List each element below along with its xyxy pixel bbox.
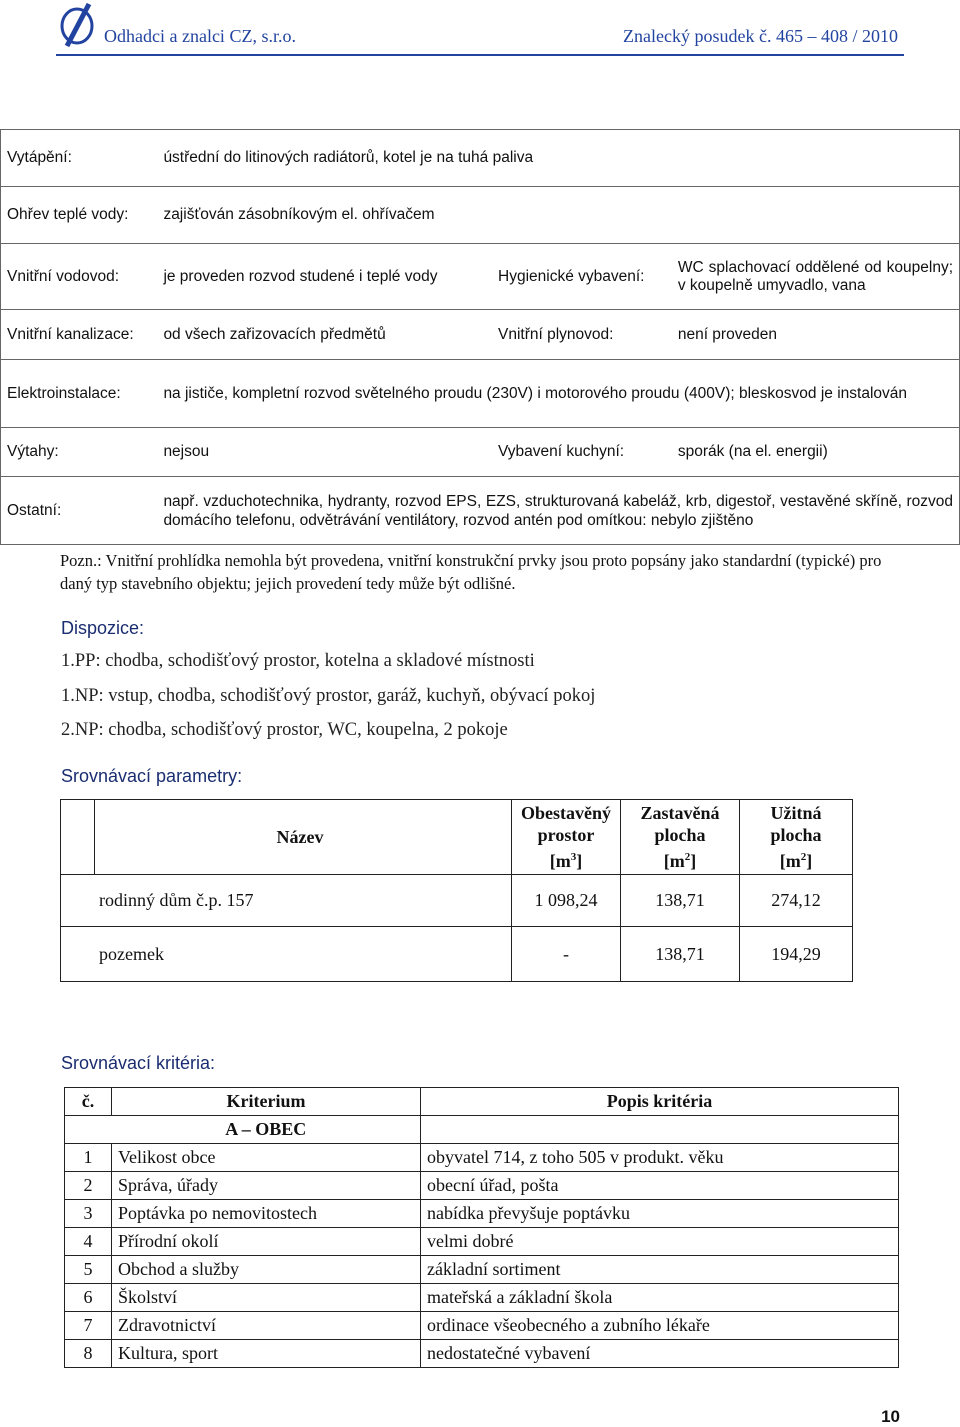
table-row [1,428,960,477]
usable-unit: m [785,851,801,871]
header-cell: č. [65,1088,112,1116]
parameters-title: Srovnávací parametry: [61,766,243,786]
elektro-value: na jističe, kompletní rozvod světelného proudu (230V) i motorového proudu (400V); bleskosvod je instalován [157,360,959,428]
header-cell: Kriterium [112,1088,421,1116]
row-builtup: 138,71 [621,875,740,927]
parameters-table [60,799,853,982]
elektro-label: Elektroinstalace: [1,360,158,428]
kuchyn-label: Vybavení kuchyní: [492,428,672,477]
volume-unit: m [555,851,571,871]
row-description: velmi dobré [421,1228,899,1256]
table-row [65,1228,899,1256]
row-description: nabídka převyšuje poptávku [421,1200,899,1228]
row-criterion: Kultura, sport [112,1340,421,1368]
name-header-box [94,800,505,874]
group-label: A – OBEC [112,1116,421,1144]
row-number: 6 [65,1284,112,1312]
row-description: obecní úřad, pošta [421,1172,899,1200]
header-company: Odhadci a znalci CZ, s.r.o. [104,26,296,46]
row-number: 5 [65,1256,112,1284]
row-number: 7 [65,1312,112,1340]
row-builtup: 138,71 [621,927,740,982]
table-row [61,800,853,875]
kuchyn-value: sporák (na el. energii) [672,428,960,477]
row-number: 1 [65,1144,112,1172]
row-usable: 194,29 [740,927,853,982]
inspection-note [60,549,910,595]
vytahy-label: Výtahy: [1,428,158,477]
row-volume: - [512,927,621,982]
row-description: ordinace všeobecného a zubního lékaře [421,1312,899,1340]
ohrev-label: Ohřev teplé vody: [1,187,158,244]
header-cell: Užitná plocha $[m^2]$ [740,800,853,875]
row-volume: 1 098,24 [512,875,621,927]
builtup-unit-exp: 2 [684,851,691,863]
row-description: základní sortiment [421,1256,899,1284]
plyn-label: Vnitřní plynovod: [492,310,672,360]
table-row [65,1088,899,1116]
ostatni-label: Ostatní: [1,477,158,545]
header-cell: Popis kritéria [421,1088,899,1116]
row-number: 3 [65,1200,112,1228]
table-row [65,1312,899,1340]
technical-equipment-table [0,129,960,545]
builtup-header: Zastavěná plocha [640,803,720,845]
table-row [1,244,960,310]
table-row [1,310,960,360]
row-description: obyvatel 714, z toho 505 v produkt. věku [421,1144,899,1172]
volume-header: Obestavěný prostor [521,803,611,845]
criteria-table [64,1087,899,1368]
row-criterion: Zdravotnictví [112,1312,421,1340]
row-criterion: Poptávka po nemovitostech [112,1200,421,1228]
row-description: mateřská a základní škola [421,1284,899,1312]
builtup-unit: m [669,851,685,871]
table-row [1,130,960,187]
table-row [1,477,960,545]
vodovod-label: Vnitřní vodovod: [1,244,158,310]
hygien-value: WC splachovací oddělené od koupelny; v koupelně umyvadlo, vana [672,244,960,310]
dispozice-line: 1.PP: chodba, schodišťový prostor, kotelna a skladové místnosti [61,651,535,671]
row-criterion: Obchod a služby [112,1256,421,1284]
group-empty [421,1116,899,1144]
usable-header: Užitná plocha [770,803,822,845]
table-row [61,927,853,982]
vytapeni-value: ústřední do litinových radiátorů, kotel je na tuhá paliva [157,130,959,187]
row-usable: 274,12 [740,875,853,927]
group-spacer [65,1116,112,1144]
name-header: Název [276,826,324,847]
ostatni-value: např. vzduchotechnika, hydranty, rozvod EPS, EZS, strukturovaná kabeláž, krb, digestoř, vestavěné skříně, rozvod domácího telefonu, odvětrávání ventilátory, rozvod antén pod omítkou: nebylo zjištěno [157,477,959,545]
header-cell: Zastavěná plocha $[m^2]$ [621,800,740,875]
table-row [61,875,853,927]
header-cell [61,800,512,875]
row-name: rodinný dům č.p. 157 [61,875,512,927]
table-row [65,1340,899,1368]
dispozice-line: 1.NP: vstup, chodba, schodišťový prostor, garáž, kuchyň, obývací pokoj [61,686,596,706]
table-row [1,187,960,244]
row-number: 4 [65,1228,112,1256]
vodovod-value: je proveden rozvod studené i teplé vody [157,244,492,310]
table-row [65,1200,899,1228]
usable-unit-exp: 2 [800,851,807,863]
hygien-label: Hygienické vybavení: [492,244,672,310]
table-row [65,1116,899,1144]
volume-unit-exp: 3 [570,851,577,863]
table-row [65,1256,899,1284]
note-label: Pozn. [60,551,98,570]
note-text: : Vnitřní prohlídka nemohla být provedena, vnitřní konstrukční prvky jsou proto popsány jako standardní (typické) pro daný typ stavebního objektu; jejich provedení tedy může být odlišné. [60,551,882,593]
vytahy-value: nejsou [157,428,492,477]
row-criterion: Správa, úřady [112,1172,421,1200]
dispozice-line: 2.NP: chodba, schodišťový prostor, WC, koupelna, 2 pokoje [61,720,508,740]
page-number: 10 [881,1407,900,1426]
row-criterion: Velikost obce [112,1144,421,1172]
kanal-value: od všech zařizovacích předmětů [157,310,492,360]
row-number: 2 [65,1172,112,1200]
row-number: 8 [65,1340,112,1368]
row-criterion: Školství [112,1284,421,1312]
dispozice-title: Dispozice: [61,618,145,638]
vytapeni-label: Vytápění: [1,130,158,187]
company-logo-icon [58,2,98,48]
plyn-value: není proveden [672,310,960,360]
header-cell: Obestavěný prostor $[m^3]$ [512,800,621,875]
ohrev-value: zajišťován zásobníkovým el. ohřívačem [157,187,959,244]
header-doc-ref: Znalecký posudek č. 465 – 408 / 2010 [623,26,898,46]
table-row [1,360,960,428]
table-row [65,1284,899,1312]
table-row [65,1172,899,1200]
kanal-label: Vnitřní kanalizace: [1,310,158,360]
row-description: nedostatečné vybavení [421,1340,899,1368]
header-rule [56,54,904,56]
row-name: pozemek [61,927,512,982]
criteria-title: Srovnávací kritéria: [61,1053,216,1073]
row-criterion: Přírodní okolí [112,1228,421,1256]
table-row [65,1144,899,1172]
